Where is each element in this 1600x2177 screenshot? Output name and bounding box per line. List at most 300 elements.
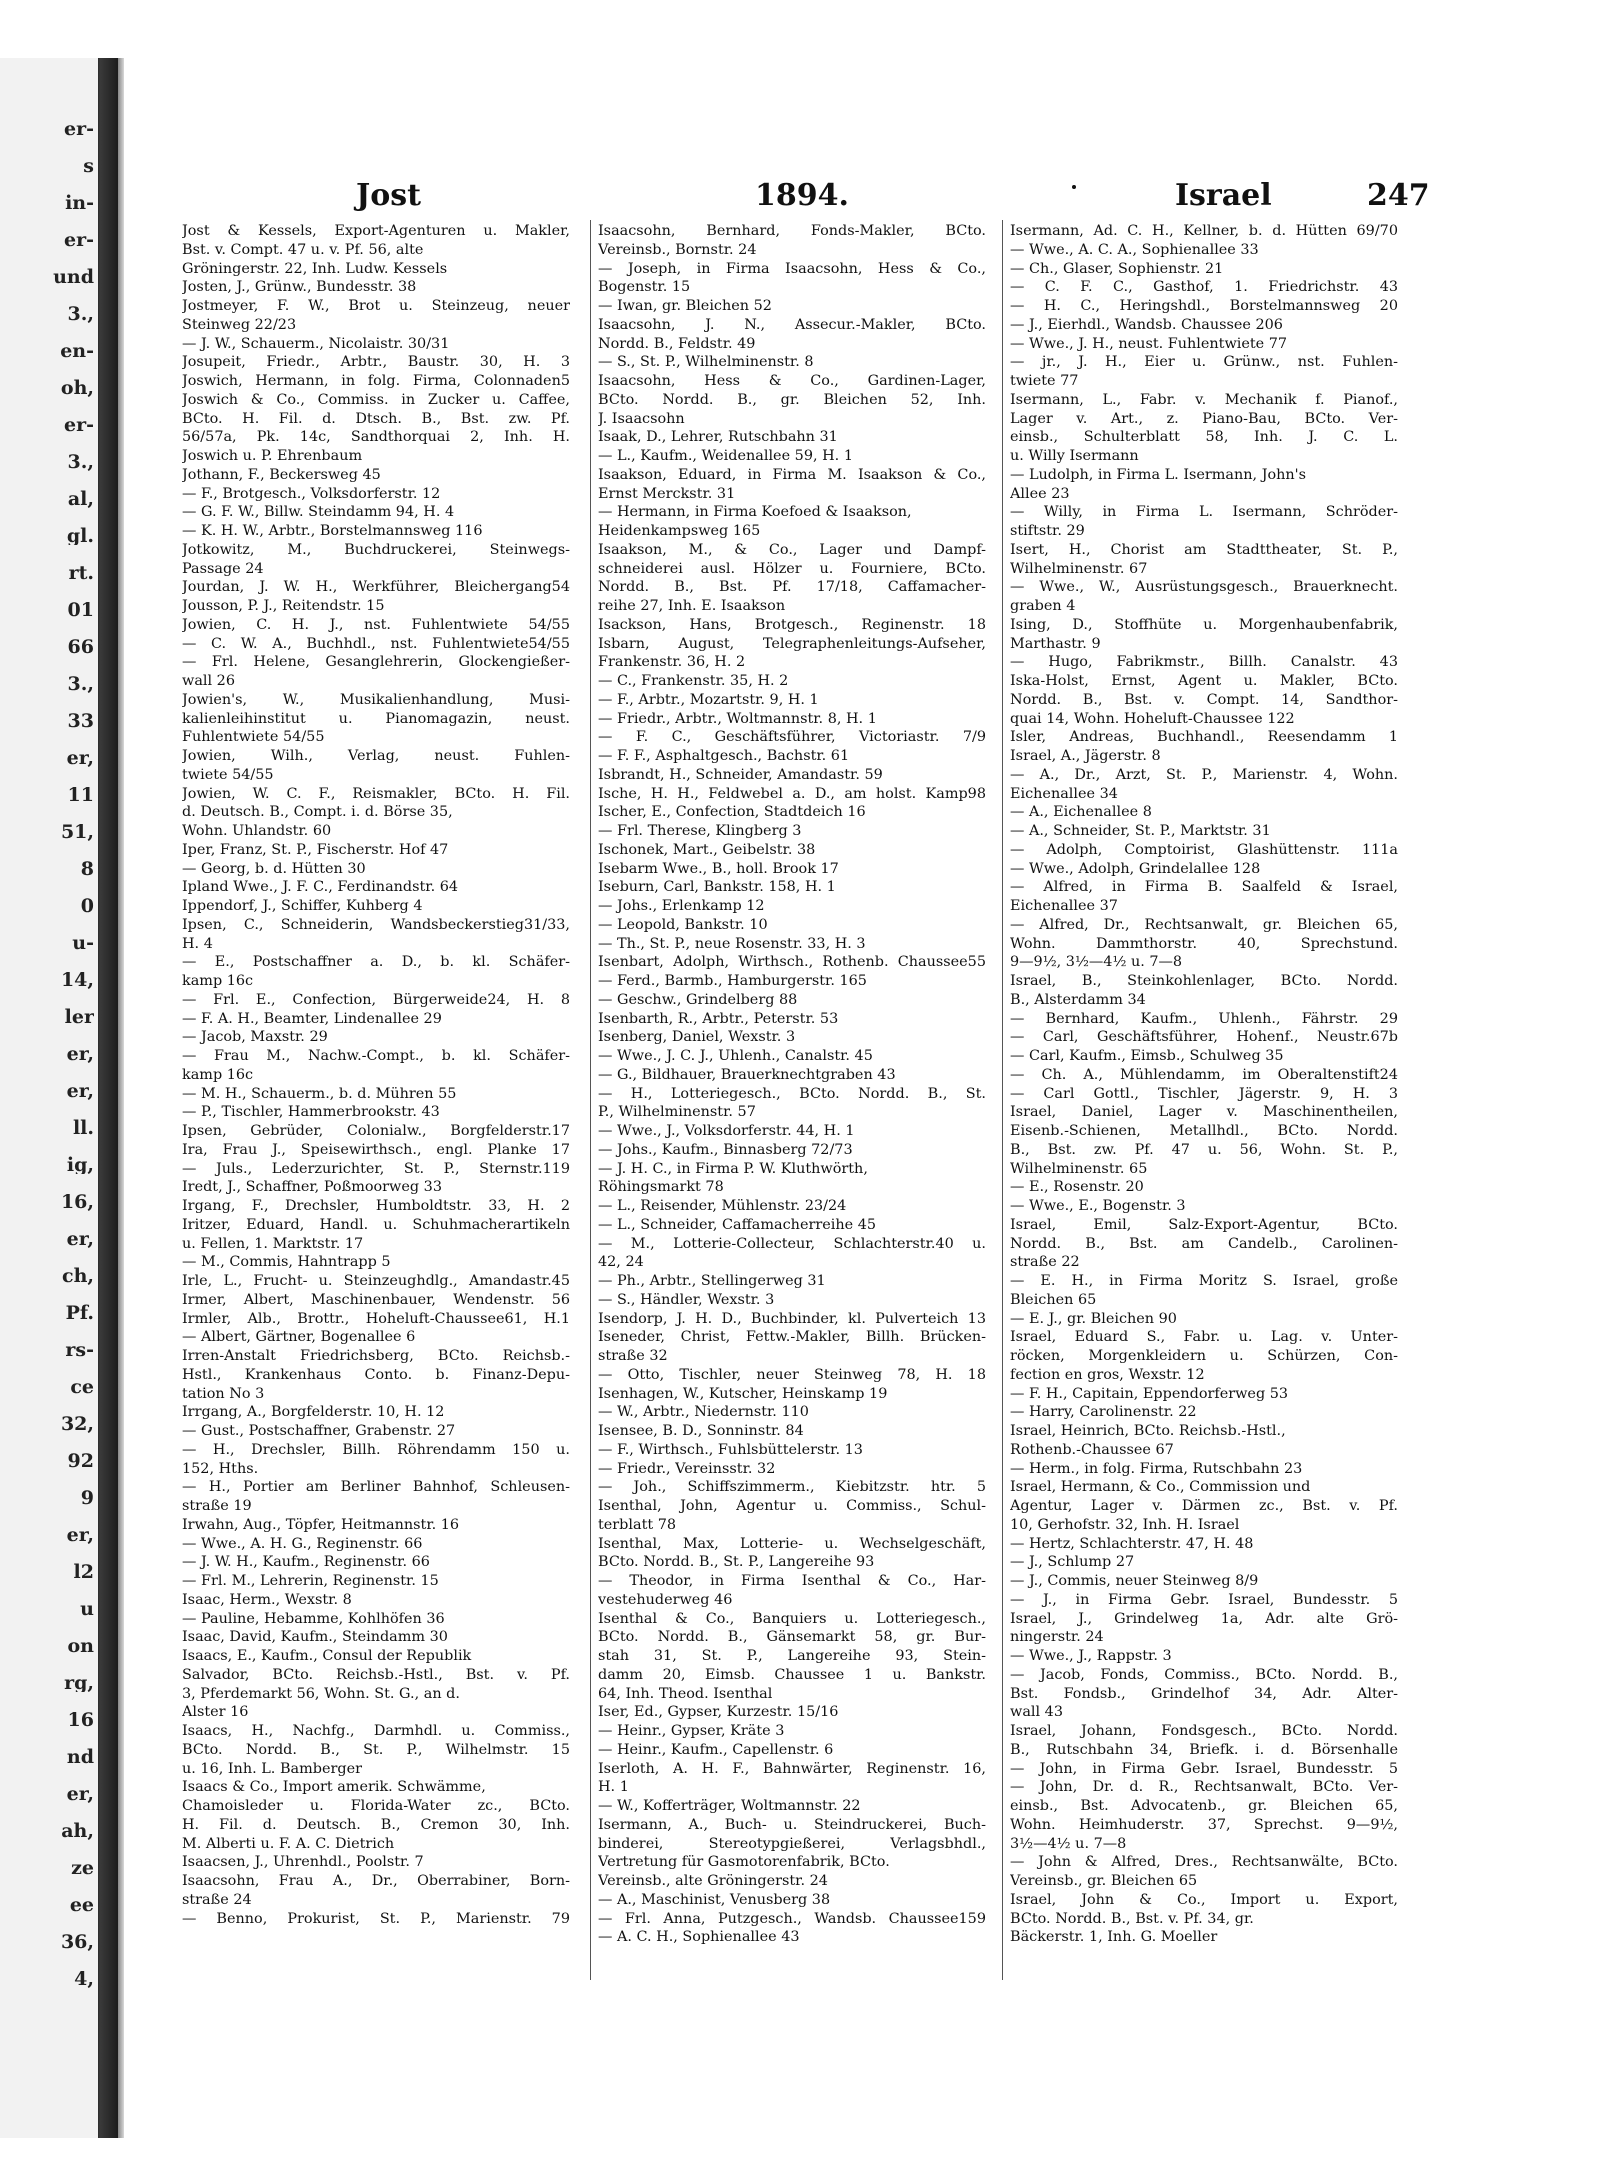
directory-line: — John, Dr. d. R., Rechtsanwalt, BCto. Ver- bbox=[1010, 1779, 1398, 1796]
directory-line: 42, 24 bbox=[598, 1254, 644, 1271]
directory-line: Bleichen 65 bbox=[1010, 1291, 1097, 1308]
prev-page-fragment: er, bbox=[66, 1228, 94, 1248]
directory-line: — Frl. M., Lehrerin, Reginenstr. 15 bbox=[182, 1573, 439, 1589]
prev-page-fragment: ch, bbox=[62, 1265, 94, 1285]
directory-line: Vertretung für Gasmotorenfabrik, BCto. bbox=[598, 1854, 890, 1871]
directory-line: Isenhagen, W., Kutscher, Heinskamp 19 bbox=[598, 1385, 888, 1402]
directory-line: — S., Händler, Wexstr. 3 bbox=[598, 1291, 775, 1308]
directory-line: Bst. v. Compt. 47 u. v. Pf. 56, alte bbox=[182, 241, 424, 258]
directory-line: Joswich & Co., Commiss. in Zucker u. Caffee, bbox=[182, 391, 570, 408]
directory-line: — Ludolph, in Firma L. Isermann, John's bbox=[1010, 466, 1306, 483]
directory-line: — Wwe., W., Ausrüstungsgesch., Brauerknecht. bbox=[1010, 579, 1398, 596]
directory-line: — A., Dr., Arzt, St. P., Marienstr. 4, Wohn. bbox=[1010, 766, 1398, 783]
directory-line: — H., Portier am Berliner Bahnhof, Schleusen- bbox=[182, 1479, 570, 1496]
directory-line: — Wwe., A. H. G., Reginenstr. 66 bbox=[182, 1535, 423, 1552]
directory-line: — L., Kaufm., Weidenallee 59, H. 1 bbox=[598, 448, 853, 464]
column-left bbox=[182, 222, 570, 1928]
directory-line: Nordd. B., Bst. am Candelb., Carolinen- bbox=[1010, 1235, 1398, 1252]
prev-page-fragment: 66 bbox=[67, 636, 94, 656]
directory-line: straße 19 bbox=[182, 1498, 252, 1514]
directory-line: Ira, Frau J., Speisewirthsch., engl. Planke 17 bbox=[182, 1141, 570, 1158]
directory-line: Jousson, P. J., Reitendstr. 15 bbox=[182, 598, 385, 614]
directory-line: — E., Postschaffner a. D., b. kl. Schäfer- bbox=[182, 954, 570, 971]
prev-page-fragment: ll. bbox=[72, 1117, 94, 1137]
directory-line: Gröningerstr. 22, Inh. Ludw. Kessels bbox=[182, 260, 448, 277]
directory-line: stiftstr. 29 bbox=[1010, 523, 1085, 539]
directory-line: — Jacob, Maxstr. 29 bbox=[182, 1029, 328, 1046]
directory-line: Isaac, David, Kaufm., Steindamm 30 bbox=[182, 1629, 448, 1646]
prev-page-fragment: nd bbox=[66, 1746, 94, 1766]
prev-page-fragment: on bbox=[67, 1635, 94, 1655]
directory-line: Joswich u. P. Ehrenbaum bbox=[182, 448, 363, 464]
directory-line: Alster 16 bbox=[182, 1704, 249, 1721]
directory-line: — F. H., Capitain, Eppendorferweg 53 bbox=[1010, 1385, 1289, 1402]
directory-line: Isaak, D., Lehrer, Rutschbahn 31 bbox=[598, 429, 838, 446]
prev-page-fragment: Pf. bbox=[65, 1302, 94, 1322]
directory-line: — L., Schneider, Caffamacherreihe 45 bbox=[598, 1216, 877, 1233]
prev-page-fragment: er- bbox=[64, 414, 94, 434]
directory-line: kamp 16c bbox=[182, 1066, 254, 1083]
directory-line: BCto. Nordd. B., St. P., Langereihe 93 bbox=[598, 1554, 875, 1571]
directory-line: — A., Maschinist, Venusberg 38 bbox=[598, 1891, 831, 1908]
directory-line: — J., in Firma Gebr. Israel, Bundesstr. 5 bbox=[1010, 1591, 1398, 1608]
directory-line: — Leopold, Bankstr. 10 bbox=[598, 916, 768, 933]
column-right bbox=[1010, 222, 1398, 1947]
directory-line: Josten, J., Grünw., Bundesstr. 38 bbox=[182, 279, 417, 296]
directory-line: Ischonek, Mart., Geibelstr. 38 bbox=[598, 841, 816, 858]
directory-line: Isbarn, August, Telegraphenleitungs-Aufseher, bbox=[598, 635, 986, 652]
directory-line: — A., Schneider, St. P., Marktstr. 31 bbox=[1010, 823, 1271, 839]
directory-line: vestehuderweg 46 bbox=[598, 1591, 733, 1608]
directory-line: — K. H. W., Arbtr., Borstelmannsweg 116 bbox=[182, 523, 483, 539]
directory-line: BCto. Nordd. B., Bst. v. Pf. 34, gr. bbox=[1010, 1910, 1254, 1927]
directory-line: Heidenkampsweg 165 bbox=[598, 523, 761, 539]
directory-line: — L., Reisender, Mühlenstr. 23/24 bbox=[598, 1198, 847, 1214]
directory-line: H. 4 bbox=[182, 935, 213, 952]
directory-line: Isaac, Herm., Wexstr. 8 bbox=[182, 1591, 352, 1608]
prev-page-fragment: 33 bbox=[67, 710, 94, 730]
directory-line: — Ch. A., Mühlendamm, im Oberaltenstift24 bbox=[1010, 1066, 1398, 1083]
directory-line: Röhingsmarkt 78 bbox=[598, 1179, 724, 1196]
directory-line: röcken, Morgenkleidern u. Schürzen, Con- bbox=[1010, 1348, 1398, 1364]
directory-line: kalienleihinstitut u. Pianomagazin, neust. bbox=[182, 710, 570, 727]
directory-line: Lager v. Art., z. Piano-Bau, BCto. Ver- bbox=[1010, 410, 1398, 427]
directory-line: — Frau M., Nachw.-Compt., b. kl. Schäfer- bbox=[182, 1048, 570, 1064]
directory-line: — Willy, in Firma L. Isermann, Schröder- bbox=[1010, 504, 1398, 521]
directory-line: — P., Tischler, Hammerbrookstr. 43 bbox=[182, 1104, 440, 1121]
prev-page-fragment: 11 bbox=[67, 784, 94, 804]
prev-page-fragment: u- bbox=[72, 932, 94, 952]
column-rule-2 bbox=[1002, 220, 1003, 1980]
directory-line: Isenthal, Max, Lotterie- u. Wechselgeschäft, bbox=[598, 1535, 986, 1552]
directory-line: — Hertz, Schlachterstr. 47, H. 48 bbox=[1010, 1535, 1254, 1552]
directory-line: — Wwe., J., Volksdorferstr. 44, H. 1 bbox=[598, 1123, 855, 1139]
prev-page-fragment: 32, bbox=[60, 1413, 94, 1433]
directory-line: — Johs., Erlenkamp 12 bbox=[598, 898, 765, 914]
directory-line: Isendorp, J. H. D., Buchbinder, kl. Pulverteich 13 bbox=[598, 1310, 986, 1327]
directory-line: Israel, Emil, Salz-Export-Agentur, BCto. bbox=[1010, 1216, 1398, 1233]
directory-line: — Otto, Tischler, neuer Steinweg 78, H. 18 bbox=[598, 1366, 986, 1383]
directory-line: Bst. Fondsb., Grindelhof 34, Adr. Alter- bbox=[1010, 1685, 1398, 1702]
prev-page-fragment: er- bbox=[64, 118, 94, 138]
directory-line: — M., Commis, Hahntrapp 5 bbox=[182, 1254, 391, 1271]
directory-line: — Herm., in folg. Firma, Rutschbahn 23 bbox=[1010, 1460, 1303, 1477]
directory-line: Isaacs, H., Nachfg., Darmhdl. u. Commiss., bbox=[182, 1723, 570, 1739]
prev-page-fragment: 01 bbox=[67, 599, 94, 619]
directory-line: — Frl. E., Confection, Bürgerweide24, H. 8 bbox=[182, 991, 570, 1008]
directory-line: — H., Lotteriegesch., BCto. Nordd. B., St. bbox=[598, 1085, 986, 1102]
directory-line: Isaakson, M., & Co., Lager und Dampf- bbox=[598, 541, 986, 558]
directory-line: Jowien, Wilh., Verlag, neust. Fuhlen- bbox=[182, 748, 570, 764]
directory-line: Irrgang, A., Borgfelderstr. 10, H. 12 bbox=[182, 1404, 445, 1421]
directory-line: — Carl, Geschäftsführer, Hohenf., Neustr.67b bbox=[1010, 1029, 1398, 1046]
directory-line: — M. H., Schauerm., b. d. Mühren 55 bbox=[182, 1085, 457, 1102]
directory-line: einsb., Schulterblatt 58, Inh. J. C. L. bbox=[1010, 429, 1398, 446]
directory-line: BCto. Nordd. B., St. P., Wilhelmstr. 15 bbox=[182, 1741, 570, 1758]
directory-line: Isert, H., Chorist am Stadttheater, St. P., bbox=[1010, 541, 1398, 558]
directory-line: Iser, Ed., Gypser, Kurzestr. 15/16 bbox=[598, 1704, 839, 1721]
prev-page-fragment: l2 bbox=[73, 1561, 94, 1581]
directory-line: — F. F., Asphaltgesch., Bachstr. 61 bbox=[598, 748, 850, 764]
directory-line: — C. F. C., Gasthof, 1. Friedrichstr. 43 bbox=[1010, 279, 1398, 296]
directory-line: u. Fellen, 1. Marktstr. 17 bbox=[182, 1235, 364, 1252]
directory-line: Isaakson, Eduard, in Firma M. Isaakson & Co., bbox=[598, 466, 986, 483]
directory-line: — J. W., Schauerm., Nicolaistr. 30/31 bbox=[182, 335, 450, 352]
directory-line: 3½—4½ u. 7—8 bbox=[1010, 1835, 1127, 1852]
directory-line: u. 16, Inh. L. Bamberger bbox=[182, 1760, 362, 1777]
directory-line: — Geschw., Grindelberg 88 bbox=[598, 991, 798, 1008]
directory-line: — Carl, Kaufm., Eimsb., Schulweg 35 bbox=[1010, 1048, 1284, 1064]
directory-line: Jost & Kessels, Export-Agenturen u. Makler, bbox=[182, 223, 570, 239]
directory-line: straße 32 bbox=[598, 1348, 668, 1364]
directory-line: Isenbarth, R., Arbtr., Peterstr. 53 bbox=[598, 1010, 839, 1027]
directory-line: Isaacsohn, Bernhard, Fonds-Makler, BCto. bbox=[598, 223, 986, 239]
directory-line: Isackson, Hans, Brotgesch., Reginenstr. 18 bbox=[598, 616, 986, 633]
directory-line: BCto. H. Fil. d. Dtsch. B., Bst. zw. Pf. bbox=[182, 410, 570, 427]
directory-line: — Benno, Prokurist, St. P., Marienstr. 79 bbox=[182, 1910, 570, 1927]
prev-page-fragment: ze bbox=[71, 1857, 94, 1877]
directory-line: Joswich, Hermann, in folg. Firma, Colonnaden5 bbox=[182, 373, 570, 389]
directory-line: Jowien's, W., Musikalienhandlung, Musi- bbox=[182, 691, 570, 708]
directory-line: Ising, D., Stoffhüte u. Morgenhaubenfabrik, bbox=[1010, 616, 1398, 633]
directory-line: — Hermann, in Firma Koefoed & Isaakson, bbox=[598, 504, 912, 521]
directory-line: stah 31, St. P., Langereihe 93, Stein- bbox=[598, 1648, 986, 1664]
prev-page-fragment: er- bbox=[64, 229, 94, 249]
directory-line: — Joh., Schiffszimmerm., Kiebitzstr. htr. 5 bbox=[598, 1479, 986, 1496]
directory-line: Iseneder, Christ, Fettw.-Makler, Billh. Brücken- bbox=[598, 1329, 986, 1346]
directory-line: quai 14, Wohn. Hoheluft-Chaussee 122 bbox=[1010, 710, 1295, 727]
directory-line: Passage 24 bbox=[182, 560, 264, 577]
directory-line: 3, Pferdemarkt 56, Wohn. St. G., an d. bbox=[182, 1685, 460, 1702]
prev-page-fragment: oh, bbox=[60, 377, 94, 397]
book-gutter-shadow bbox=[98, 58, 118, 2138]
column-middle bbox=[598, 222, 986, 1947]
directory-line: — A., Eichenallee 8 bbox=[1010, 804, 1152, 821]
previous-page-edge bbox=[0, 58, 100, 2138]
directory-line: Isaacsohn, J. N., Assecur.-Makler, BCto. bbox=[598, 316, 986, 333]
directory-line: reihe 27, Inh. E. Isaakson bbox=[598, 598, 786, 614]
directory-line: Rothenb.-Chaussee 67 bbox=[1010, 1441, 1174, 1458]
directory-line: Wohn. Heimhuderstr. 37, Sprechst. 9—9½, bbox=[1010, 1816, 1398, 1833]
prev-page-fragment: er, bbox=[66, 1783, 94, 1803]
directory-line: — J. W. H., Kaufm., Reginenstr. 66 bbox=[182, 1554, 430, 1571]
directory-line: Jowien, W. C. F., Reismakler, BCto. H. Fil. bbox=[182, 785, 570, 802]
directory-line: Jostmeyer, F. W., Brot u. Steinzeug, neuer bbox=[182, 298, 570, 314]
directory-line: Ische, H. H., Feldwebel a. D., am holst. Kamp98 bbox=[598, 785, 986, 802]
directory-line: Isaacsohn, Hess & Co., Gardinen-Lager, bbox=[598, 373, 986, 389]
directory-line: — Heinr., Kaufm., Capellenstr. 6 bbox=[598, 1741, 834, 1758]
directory-line: — Wwe., A. C. A., Sophienallee 33 bbox=[1010, 241, 1259, 258]
directory-line: Ischer, E., Confection, Stadtdeich 16 bbox=[598, 804, 866, 821]
directory-line: BCto. Nordd. B., gr. Bleichen 52, Inh. bbox=[598, 391, 986, 408]
directory-line: — C. W. A., Buchhdl., nst. Fuhlentwiete54/55 bbox=[182, 635, 570, 652]
directory-line: Israel, A., Jägerstr. 8 bbox=[1010, 748, 1161, 764]
directory-line: Isensee, B. D., Sonninstr. 84 bbox=[598, 1423, 804, 1439]
directory-line: fection en gros, Wexstr. 12 bbox=[1010, 1366, 1205, 1383]
prev-page-fragment: in- bbox=[65, 192, 94, 212]
prev-page-fragment: rt. bbox=[68, 562, 94, 582]
directory-line: Jothann, F., Beckersweg 45 bbox=[182, 466, 381, 483]
directory-line: — J. H. C., in Firma P. W. Kluthwörth, bbox=[598, 1160, 868, 1177]
prev-page-fragment: er, bbox=[66, 1043, 94, 1063]
directory-line: Iseburn, Carl, Bankstr. 158, H. 1 bbox=[598, 879, 836, 896]
directory-line: Israel, B., Steinkohlenlager, BCto. Nordd. bbox=[1010, 973, 1398, 989]
directory-line: twiete 54/55 bbox=[182, 766, 274, 783]
directory-line: — Heinr., Gypser, Kräte 3 bbox=[598, 1723, 785, 1739]
directory-line: — Alfred, Dr., Rechtsanwalt, gr. Bleichen 65, bbox=[1010, 916, 1398, 933]
header-dot bbox=[1072, 185, 1076, 189]
directory-line: terblatt 78 bbox=[598, 1516, 677, 1533]
directory-line: — H., Drechsler, Billh. Röhrendamm 150 u. bbox=[182, 1441, 570, 1458]
directory-line: wall 43 bbox=[1010, 1704, 1063, 1721]
directory-line: — Frl. Helene, Gesanglehrerin, Glockengießer- bbox=[182, 654, 570, 671]
directory-line: Eichenallee 37 bbox=[1010, 898, 1118, 914]
directory-line: Nordd. B., Bst. Pf. 17/18, Caffamacher- bbox=[598, 579, 986, 596]
directory-line: — F. A. H., Beamter, Lindenallee 29 bbox=[182, 1010, 442, 1027]
directory-line: — jr., J. H., Eier u. Grünw., nst. Fuhlen- bbox=[1010, 354, 1398, 371]
directory-line: — Gust., Postschaffner, Grabenstr. 27 bbox=[182, 1423, 456, 1439]
directory-line: — J., Schlump 27 bbox=[1010, 1554, 1135, 1571]
directory-line: B., Rutschbahn 34, Briefk. i. d. Börsenhalle bbox=[1010, 1741, 1398, 1758]
directory-line: — Jacob, Fonds, Commiss., BCto. Nordd. B., bbox=[1010, 1666, 1398, 1683]
directory-line: — Friedr., Arbtr., Woltmannstr. 8, H. 1 bbox=[598, 710, 877, 727]
prev-page-fragment: 4, bbox=[74, 1968, 94, 1988]
directory-line: u. Willy Isermann bbox=[1010, 448, 1139, 464]
directory-line: Iper, Franz, St. P., Fischerstr. Hof 47 bbox=[182, 841, 449, 858]
directory-line: B., Bst. zw. Pf. 47 u. 56, Wohn. St. P., bbox=[1010, 1141, 1398, 1158]
directory-line: Hstl., Krankenhaus Conto. b. Finanz-Depu- bbox=[182, 1366, 570, 1383]
prev-page-fragment: 92 bbox=[67, 1450, 94, 1470]
prev-page-fragment: und bbox=[53, 266, 94, 286]
prev-page-fragment: 3., bbox=[67, 451, 94, 471]
directory-line: Israel, Eduard S., Fabr. u. Lag. v. Unter- bbox=[1010, 1329, 1398, 1346]
directory-line: twiete 77 bbox=[1010, 373, 1079, 389]
directory-line: Eichenallee 34 bbox=[1010, 785, 1118, 802]
directory-line: — Wwe., J. H., neust. Fuhlentwiete 77 bbox=[1010, 335, 1288, 352]
directory-line: — Wwe., Adolph, Grindelallee 128 bbox=[1010, 860, 1261, 877]
directory-line: Isenberg, Daniel, Wexstr. 3 bbox=[598, 1029, 796, 1046]
directory-line: Israel, Johann, Fondsgesch., BCto. Nordd. bbox=[1010, 1723, 1398, 1739]
directory-line: Isermann, A., Buch- u. Steindruckerei, Buch- bbox=[598, 1816, 986, 1833]
directory-line: Jowien, C. H. J., nst. Fuhlentwiete 54/55 bbox=[182, 616, 570, 633]
directory-line: Jourdan, J. W. H., Werkführer, Bleichergang54 bbox=[182, 579, 570, 596]
directory-line: graben 4 bbox=[1010, 598, 1076, 614]
directory-line: Wohn. Uhlandstr. 60 bbox=[182, 823, 332, 839]
directory-line: — Wwe., J., Rappstr. 3 bbox=[1010, 1648, 1172, 1664]
prev-page-fragment: 0 bbox=[80, 895, 94, 915]
directory-line: H. 1 bbox=[598, 1779, 629, 1796]
directory-line: — F., Brotgesch., Volksdorferstr. 12 bbox=[182, 485, 441, 502]
directory-line: Wohn. Dammthorstr. 40, Sprechstund. bbox=[1010, 935, 1398, 952]
directory-line: kamp 16c bbox=[182, 973, 254, 989]
directory-line: Fuhlentwiete 54/55 bbox=[182, 729, 325, 746]
directory-line: — E. J., gr. Bleichen 90 bbox=[1010, 1310, 1177, 1327]
prev-page-fragment: u bbox=[80, 1598, 94, 1618]
directory-line: Agentur, Lager v. Därmen zc., Bst. v. Pf. bbox=[1010, 1498, 1398, 1514]
directory-line: einsb., Bst. Advocatenb., gr. Bleichen 65, bbox=[1010, 1798, 1398, 1814]
prev-page-fragment: 3., bbox=[67, 303, 94, 323]
directory-line: B., Alsterdamm 34 bbox=[1010, 991, 1146, 1008]
directory-line: Vereinsb., gr. Bleichen 65 bbox=[1010, 1873, 1198, 1889]
directory-line: Ipland Wwe., J. F. C., Ferdinandstr. 64 bbox=[182, 879, 459, 896]
directory-line: — E. H., in Firma Moritz S. Israel, große bbox=[1010, 1273, 1398, 1289]
directory-line: Isermann, L., Fabr. v. Mechanik f. Pianof., bbox=[1010, 391, 1398, 408]
prev-page-fragment: ce bbox=[70, 1376, 94, 1396]
directory-line: — Joseph, in Firma Isaacsohn, Hess & Co., bbox=[598, 260, 986, 277]
directory-line: — Wwe., J. C. J., Uhlenh., Canalstr. 45 bbox=[598, 1048, 873, 1064]
directory-line: straße 22 bbox=[1010, 1254, 1080, 1271]
directory-line: — Carl Gottl., Tischler, Jägerstr. 9, H. 3 bbox=[1010, 1085, 1398, 1102]
directory-line: M. Alberti u. F. A. C. Dietrich bbox=[182, 1835, 395, 1852]
directory-line: straße 24 bbox=[182, 1891, 252, 1908]
directory-line: binderei, Stereotypgießerei, Verlagsbhdl., bbox=[598, 1835, 986, 1852]
directory-line: 152, Hths. bbox=[182, 1460, 259, 1477]
directory-line: — Frl. Therese, Klingberg 3 bbox=[598, 823, 802, 839]
directory-line: Ippendorf, J., Schiffer, Kuhberg 4 bbox=[182, 898, 423, 914]
prev-page-fragment: rs- bbox=[65, 1339, 94, 1359]
directory-line: Israel, Hermann, & Co., Commission und bbox=[1010, 1479, 1311, 1496]
running-head-left: Jost bbox=[356, 178, 421, 213]
directory-line: — Friedr., Vereinsstr. 32 bbox=[598, 1460, 776, 1477]
directory-line: Irle, L., Frucht- u. Steinzeughdlg., Amandastr.45 bbox=[182, 1273, 570, 1289]
directory-line: Iska-Holst, Ernst, Agent u. Makler, BCto. bbox=[1010, 673, 1398, 689]
prev-page-fragment: er, bbox=[66, 747, 94, 767]
directory-line: Isbrandt, H., Schneider, Amandastr. 59 bbox=[598, 766, 883, 783]
directory-line: Irmer, Albert, Maschinenbauer, Wendenstr. 56 bbox=[182, 1291, 570, 1308]
directory-line: Isermann, Ad. C. H., Kellner, b. d. Hütten 69/70 bbox=[1010, 223, 1398, 239]
directory-line: Isenthal & Co., Banquiers u. Lotteriegesch., bbox=[598, 1610, 986, 1627]
directory-line: Isenbart, Adolph, Wirthsch., Rothenb. Chaussee55 bbox=[598, 954, 986, 971]
running-head-year: 1894. bbox=[755, 178, 849, 213]
directory-line: 64, Inh. Theod. Isenthal bbox=[598, 1685, 773, 1702]
directory-line: — Theodor, in Firma Isenthal & Co., Har- bbox=[598, 1573, 986, 1589]
directory-line: — G. F. W., Billw. Steindamm 94, H. 4 bbox=[182, 504, 455, 521]
directory-line: — Ferd., Barmb., Hamburgerstr. 165 bbox=[598, 973, 867, 989]
directory-line: Bäckerstr. 1, Inh. G. Moeller bbox=[1010, 1929, 1218, 1946]
directory-line: — Hugo, Fabrikmstr., Billh. Canalstr. 43 bbox=[1010, 654, 1398, 671]
prev-page-fragment: al, bbox=[67, 488, 94, 508]
directory-line: — Pauline, Hebamme, Kohlhöfen 36 bbox=[182, 1610, 445, 1627]
prev-page-fragment: 36, bbox=[60, 1931, 94, 1951]
prev-page-fragment: 14, bbox=[60, 969, 94, 989]
prev-page-fragment: 9 bbox=[80, 1487, 94, 1507]
directory-line: — Adolph, Comptoirist, Glashüttenstr. 111a bbox=[1010, 841, 1398, 858]
directory-line: Eisenb.-Schienen, Metallhdl., BCto. Nordd. bbox=[1010, 1123, 1398, 1139]
directory-line: Israel, J., Grindelweg 1a, Adr. alte Grö- bbox=[1010, 1610, 1398, 1627]
directory-line: Jotkowitz, M., Buchdruckerei, Steinwegs- bbox=[182, 541, 570, 558]
directory-line: — J., Eierhdl., Wandsb. Chaussee 206 bbox=[1010, 316, 1283, 333]
prev-page-fragment: ah, bbox=[61, 1820, 94, 1840]
directory-line: Allee 23 bbox=[1010, 485, 1070, 502]
directory-line: Vereinsb., alte Gröningerstr. 24 bbox=[598, 1873, 828, 1889]
directory-line: Frankenstr. 36, H. 2 bbox=[598, 654, 746, 671]
directory-line: — Alfred, in Firma B. Saalfeld & Israel, bbox=[1010, 879, 1398, 896]
directory-line: — Frl. Anna, Putzgesch., Wandsb. Chaussee159 bbox=[598, 1910, 986, 1927]
directory-line: Isaacsen, J., Uhrenhdl., Poolstr. 7 bbox=[182, 1854, 424, 1871]
directory-line: 56/57a, Pk. 14c, Sandthorquai 2, Inh. H. bbox=[182, 429, 570, 446]
directory-line: Salvador, BCto. Reichsb.-Hstl., Bst. v. Pf. bbox=[182, 1666, 570, 1683]
directory-line: — John, in Firma Gebr. Israel, Bundesstr. 5 bbox=[1010, 1760, 1398, 1777]
directory-line: schneiderei ausl. Hölzer u. Fourniere, BCto. bbox=[598, 560, 986, 577]
prev-page-fragment: 16, bbox=[60, 1191, 94, 1211]
directory-line: tation No 3 bbox=[182, 1385, 265, 1402]
column-rule-1 bbox=[590, 220, 591, 1980]
directory-line: — G., Bildhauer, Brauerknechtgraben 43 bbox=[598, 1066, 896, 1083]
prev-page-fragment: ig, bbox=[66, 1154, 94, 1174]
directory-line: Wilhelminenstr. 67 bbox=[1010, 560, 1148, 577]
directory-line: ningerstr. 24 bbox=[1010, 1629, 1104, 1646]
directory-line: — Ph., Arbtr., Stellingerweg 31 bbox=[598, 1273, 826, 1289]
directory-line: — Albert, Gärtner, Bogenallee 6 bbox=[182, 1329, 416, 1346]
prev-page-fragment: 8 bbox=[80, 858, 94, 878]
directory-line: 9—9½, 3½—4½ u. 7—8 bbox=[1010, 954, 1183, 971]
directory-line: Marthastr. 9 bbox=[1010, 635, 1101, 652]
prev-page-fragment: 16 bbox=[67, 1709, 94, 1729]
prev-page-fragment: ee bbox=[69, 1894, 94, 1914]
directory-line: — Th., St. P., neue Rosenstr. 33, H. 3 bbox=[598, 935, 866, 952]
directory-line: Chamoisleder u. Florida-Water zc., BCto. bbox=[182, 1798, 570, 1814]
prev-page-fragment: en- bbox=[60, 340, 94, 360]
directory-line: wall 26 bbox=[182, 673, 235, 689]
directory-line: — F., Wirthsch., Fuhlsbüttelerstr. 13 bbox=[598, 1441, 863, 1458]
directory-line: — Ch., Glaser, Sophienstr. 21 bbox=[1010, 260, 1224, 277]
directory-line: Israel, Daniel, Lager v. Maschinentheilen, bbox=[1010, 1104, 1398, 1121]
directory-line: Isebarm Wwe., B., holl. Brook 17 bbox=[598, 860, 839, 877]
directory-line: d. Deutsch. B., Compt. i. d. Börse 35, bbox=[182, 804, 453, 821]
directory-line: Isaacsohn, Frau A., Dr., Oberrabiner, Born- bbox=[182, 1873, 570, 1889]
directory-line: Irren-Anstalt Friedrichsberg, BCto. Reichsb.- bbox=[182, 1348, 570, 1364]
directory-line: — Harry, Carolinenstr. 22 bbox=[1010, 1404, 1197, 1421]
prev-page-fragment: rg, bbox=[64, 1672, 94, 1692]
directory-line: Isaacs, E., Kaufm., Consul der Republik bbox=[182, 1648, 472, 1664]
directory-line: Israel, Heinrich, BCto. Reichsb.-Hstl., bbox=[1010, 1423, 1286, 1439]
directory-line: Ipsen, C., Schneiderin, Wandsbeckerstieg31/33, bbox=[182, 916, 570, 933]
directory-line: H. Fil. d. Deutsch. B., Cremon 30, Inh. bbox=[182, 1816, 570, 1833]
directory-line: — M., Lotterie-Collecteur, Schlachterstr.40 u. bbox=[598, 1235, 986, 1252]
directory-line: — E., Rosenstr. 20 bbox=[1010, 1179, 1144, 1196]
prev-page-fragment: gl. bbox=[66, 525, 94, 545]
directory-line: Wilhelminenstr. 65 bbox=[1010, 1160, 1148, 1177]
directory-line: — H. C., Heringshdl., Borstelmannsweg 20 bbox=[1010, 298, 1398, 314]
directory-line: — Wwe., E., Bogenstr. 3 bbox=[1010, 1198, 1186, 1214]
directory-line: Irmler, Alb., Brottr., Hoheluft-Chaussee61, H.1 bbox=[182, 1310, 570, 1327]
directory-line: Isaacs & Co., Import amerik. Schwämme, bbox=[182, 1779, 486, 1796]
directory-line: Ipsen, Gebrüder, Colonialw., Borgfelderstr.17 bbox=[182, 1123, 570, 1139]
prev-page-fragment: 51, bbox=[60, 821, 94, 841]
directory-line: — Bernhard, Kaufm., Uhlenh., Fährstr. 29 bbox=[1010, 1010, 1398, 1027]
directory-line: — F. C., Geschäftsführer, Victoriastr. 7/9 bbox=[598, 729, 986, 746]
directory-line: Steinweg 22/23 bbox=[182, 316, 297, 333]
